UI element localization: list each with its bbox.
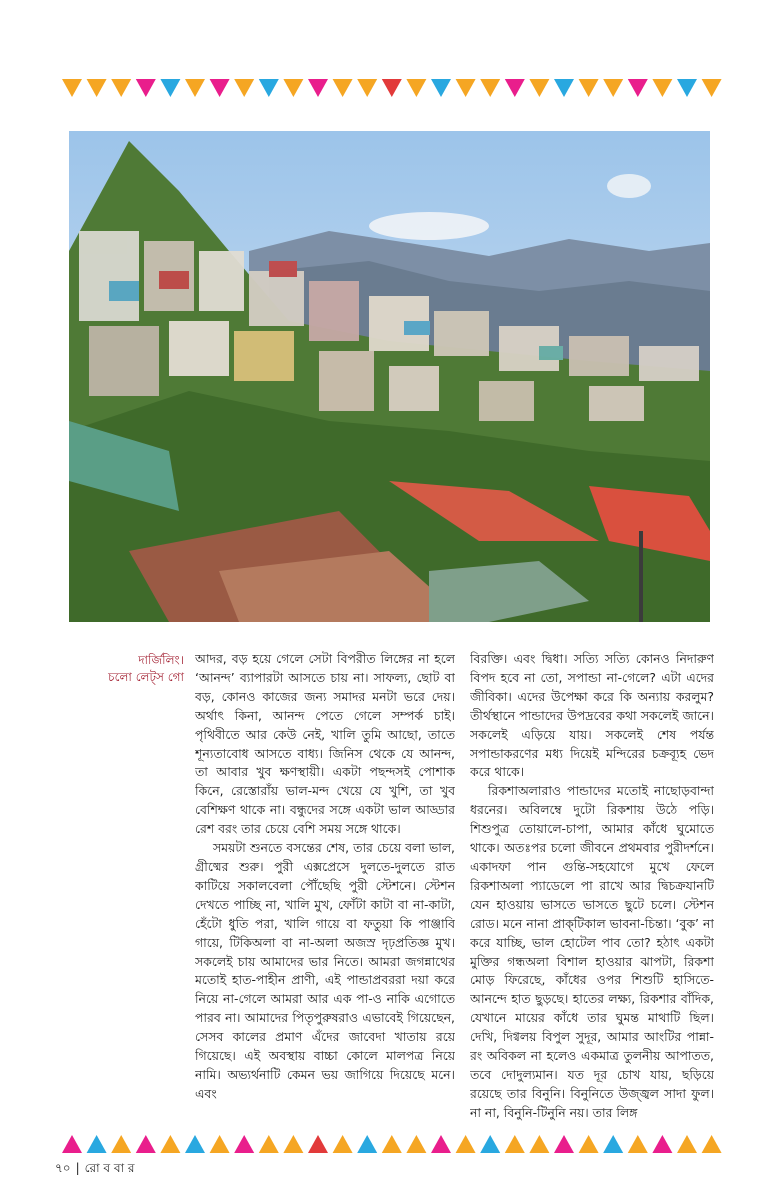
bunting-triangle [628,1135,648,1153]
bunting-triangle [136,1135,156,1153]
bunting-triangle [505,1135,525,1153]
paragraph: সময়টা শুনতে বসন্তের শেষ, তার চেয়ে বলা ভাল, গ্রীষ্মের শুরু। পুরী এক্সপ্রেসে দুলতে-দুলতে রাত কাটিয়ে সকালবেলা পৌঁছেছি পুরী স্টেশনে। স্টেশন দেখতে পাচ্ছি না, খালি মুখ, ফোঁটা কাটা বা না-কাটা, হেঁটো ধুতি পরা, খালি গায়ে বা ফতুয়া কি পাঞ্জাবি গায়ে, টিকিঅলা বা না-অলা অজস্র দৃঢ়প্রতিজ্ঞ মুখ। সকলেই চায় আমাদের ভার নিতে। আমরা জগন্নাথের মতোই হাত-পাহীন প্রাণী, এই পান্ডাপ্রবররা দয়া করে নিয়ে না-গেলে আমরা আর এক পা-ও নাকি এগোতে পারব না। আমাদের পিতৃপুরুষরাও এভাবেই গিয়েছেন, সেসব কালের প্রমাণ এঁদের জাবেদা খাতায় রয়ে গিয়েছে। এই অবস্থায় বাচ্চা কোলে মালপত্র নিয়ে নামি। অভ্যর্থনাটি কেমন ভয় জাগিয়ে দিয়েছে মনে। এবং [195,840,455,1101]
bunting-triangle [431,79,451,97]
bunting-triangle [283,79,303,97]
bunting-triangle [308,1135,328,1153]
top-bunting [0,71,770,111]
bunting-triangle [603,1135,623,1153]
caption-place: দার্জিলিং। [138,653,184,667]
bunting-triangle [579,79,599,97]
bunting-triangle [702,79,722,97]
bunting-triangles [0,71,770,111]
bunting-triangle [283,1135,303,1153]
bunting-triangle [505,79,525,97]
bunting-triangle [62,79,82,97]
bunting-triangle [529,79,549,97]
bunting-triangle [628,79,648,97]
footer-divider: | [75,1161,80,1175]
bunting-triangle [308,79,328,97]
bunting-triangle [382,79,402,97]
bunting-triangle [234,1135,254,1153]
article-column-right [470,650,714,1170]
page-footer [55,1160,135,1180]
bunting-triangle [652,79,672,97]
bunting-triangle [87,79,107,97]
bunting-triangle [554,79,574,97]
bunting-triangle [111,79,131,97]
bunting-triangle [259,1135,279,1153]
bunting-triangle [136,79,156,97]
bunting-triangle [529,1135,549,1153]
paragraph: বিরক্তি। এবং দ্বিধা। সত্যি সত্যি কোনও নিদারুণ বিপদ হবে না তো, সপান্ডা না-গেলে? এটা এদের জীবিকা। এদের উপেক্ষা করে কি অন্যায় করলুম? তীর্থস্থানে পান্ডাদের উপদ্রবের কথা সকলেই জানে। সকলেই এড়িয়ে যায়। সকলেই শেষ পর্যন্ত সপান্ডাকরণের মধ্য দিয়েই মন্দিরের চক্রব্যূহ ভেদ করে থাকে। [470,651,714,780]
bunting-triangle [160,79,180,97]
hillside-town-image [69,131,710,622]
bunting-triangle [259,79,279,97]
bunting-triangle [652,1135,672,1153]
bunting-triangle [185,79,205,97]
bunting-triangle [234,79,254,97]
bunting-triangle [677,1135,697,1153]
bunting-triangle [677,79,697,97]
bunting-triangle [603,79,623,97]
bunting-triangle [62,1135,82,1153]
bunting-triangle [210,79,230,97]
paragraph: আদর, বড় হয়ে গেলে সেটা বিপরীত লিঙ্গের না হলে ‘আনন্দ’ ব্যাপারটা আসতে চায় না। সাফল্য, ছোট বা বড়, কোনও কাজের জন্য সমাদর মনটা ভরে দেয়। অর্থাৎ কিনা, আনন্দ পেতে গেলে সম্পর্ক চাই। পৃথিবীতে আর কেউ নেই, খালি তুমি আছো, তাতে শূন্যতাবোধ আসতে বাধ্য। জিনিস থেকে যে আনন্দ, তা আবার খুব ক্ষণস্থায়ী। একটা পছন্দসই পোশাক কিনে, রেস্তোরাঁয় ভাল-মন্দ খেয়ে যে খুশি, তা খুব বেশিক্ষণ থাকে না। বন্ধুদের সঙ্গে একটা ভাল আড্ডার রেশ বরং তার চেয়ে বেশি সময় সঙ্গে থাকে। [195,651,455,837]
darjeeling-photo [69,131,710,622]
bunting-triangle [702,1135,722,1153]
bunting-triangle [160,1135,180,1153]
page-number: ৭০ [55,1161,71,1175]
bunting-triangle [480,1135,500,1153]
bunting-triangle [87,1135,107,1153]
bunting-triangle [357,79,377,97]
bunting-triangle [406,79,426,97]
bunting-triangle [456,1135,476,1153]
bunting-triangle [554,1135,574,1153]
bunting-triangle [357,1135,377,1153]
bunting-triangle [333,1135,353,1153]
bunting-triangle [456,79,476,97]
article-column-left [195,650,455,1170]
bunting-triangle [382,1135,402,1153]
bunting-triangle [579,1135,599,1153]
bunting-triangle [111,1135,131,1153]
bunting-triangle [431,1135,451,1153]
bunting-triangle [185,1135,205,1153]
bunting-triangle [406,1135,426,1153]
bunting-triangle [210,1135,230,1153]
bunting-triangle [333,79,353,97]
paragraph: রিকশাঅলারাও পান্ডাদের মতোই নাছোড়বান্দা ধরনের। অবিলম্বে দুটো রিকশায় উঠে পড়ি। শিশুপুত্র তোয়ালে-চাপা, আমার কাঁধে ঘুমোতে থাকে। অতঃপর চলো জীবনে প্রথমবার পুরীদর্শনে। একাদফা পান গুন্তি-সহযোগে মুখে ফেলে রিকশাঅলা প্যাডেলে পা রাখে আর দ্বিচক্রযানটি যেন হাওয়ায় ভাসতে ভাসতে ছুটে চলে। স্টেশন রোড। মনে নানা প্রাক্‌টিকাল ভাবনা-চিন্তা। ‘বুক’ না করে যাচ্ছি, ভাল হোটেল পাব তো? হঠাৎ একটা মুক্তির গন্ধঅলা বিশাল হাওয়ার ঝাপটা, রিকশা মোড় ফিরেছে, কাঁধের ওপর শিশুটি হাসিতে-আনন্দে হাত ছুড়ছে। হাতের লক্ষ্য, রিকশার বাঁদিক, যেখানে মায়ের কাঁধে তার ঘুমন্ত মাথাটি ছিল। দেখি, দিগ্বলয় বিপুল সুদূর, আমার আংটির পান্না-রং অবিকল না হলেও একমাত্র তুলনীয় আপাতত, তবে দোদুল্যমান। যত দূর চোখ যায়, ছড়িয়ে রয়েছে তার বিনুনি। বিনুনিতে উজ্জ্বল সাদা ফুল। না না, বিনুনি-টিনুনি নয়। তার লিঙ্গ [470,783,714,1120]
photo-caption [60,652,184,686]
magazine-name: রো ব বা র [84,1161,135,1175]
caption-tagline: চলো লেট্‌স গো [108,670,184,684]
bunting-triangle [480,79,500,97]
